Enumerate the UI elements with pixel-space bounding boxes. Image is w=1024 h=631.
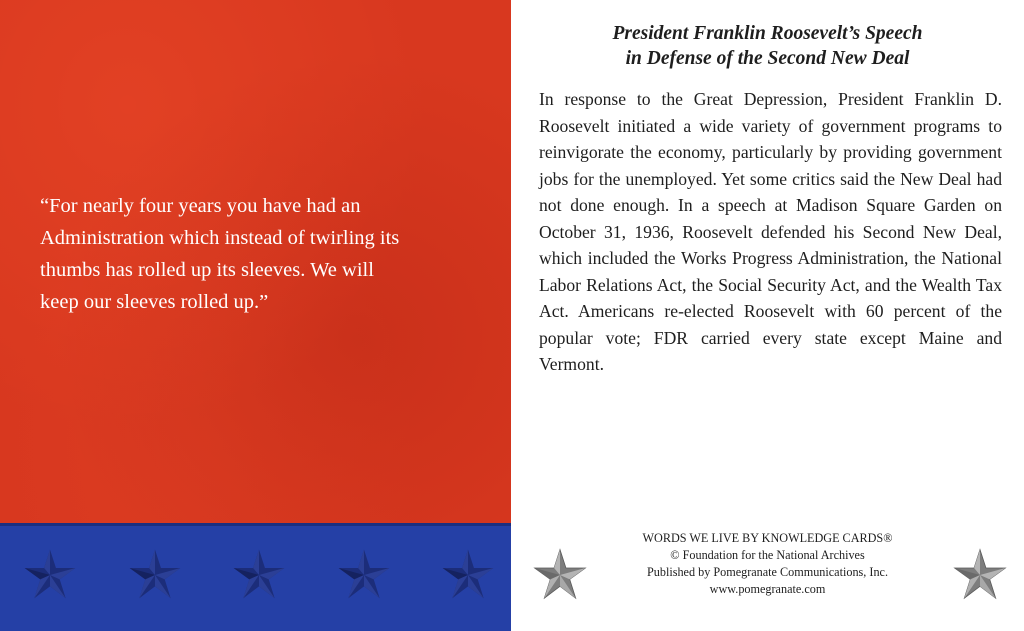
card-front xyxy=(0,0,511,631)
card-title-line2: in Defense of the Second New Deal xyxy=(625,48,910,69)
star-icon xyxy=(441,548,495,602)
star-icon xyxy=(128,548,182,602)
star-icon xyxy=(953,548,1007,602)
publisher-footer xyxy=(511,530,1024,598)
publisher-line: Published by Pomegranate Communications, Inc. xyxy=(646,565,888,579)
star-icon xyxy=(337,548,391,602)
copyright-line: © Foundation for the National Archives xyxy=(670,548,865,562)
star-icon xyxy=(23,548,77,602)
star-icon xyxy=(232,548,286,602)
website-link[interactable]: www.pomegranate.com xyxy=(709,582,826,596)
series-name: WORDS WE LIVE BY KNOWLEDGE CARDS® xyxy=(642,531,893,545)
card-back xyxy=(511,0,1024,631)
roosevelt-quote: “For nearly four years you have had an Administration which instead of twirling its thumbs has rolled up its sleeves. We will keep our sleeves rolled up.” xyxy=(40,195,400,313)
card-body-text: In response to the Great Depression, President Franklin D. Roosevelt initiated a wide variety of government programs to reinvigorate the economy, particularly by providing government jobs for the unemployed. Yet some critics said the New Deal had not done enough. In a speech at Madison Square Garden on October 31, 1936, Roosevelt defended his Second New Deal, which included the Works Progress Administration, the National Labor Relations Act, the Social Security Act, and the Wealth Tax Act. Americans re-elected Roosevelt with 60 percent of the popular vote; FDR carried every state except Maine and Vermont. xyxy=(539,89,1002,374)
card-title-line1: President Franklin Roosevelt’s Speech xyxy=(612,23,923,44)
